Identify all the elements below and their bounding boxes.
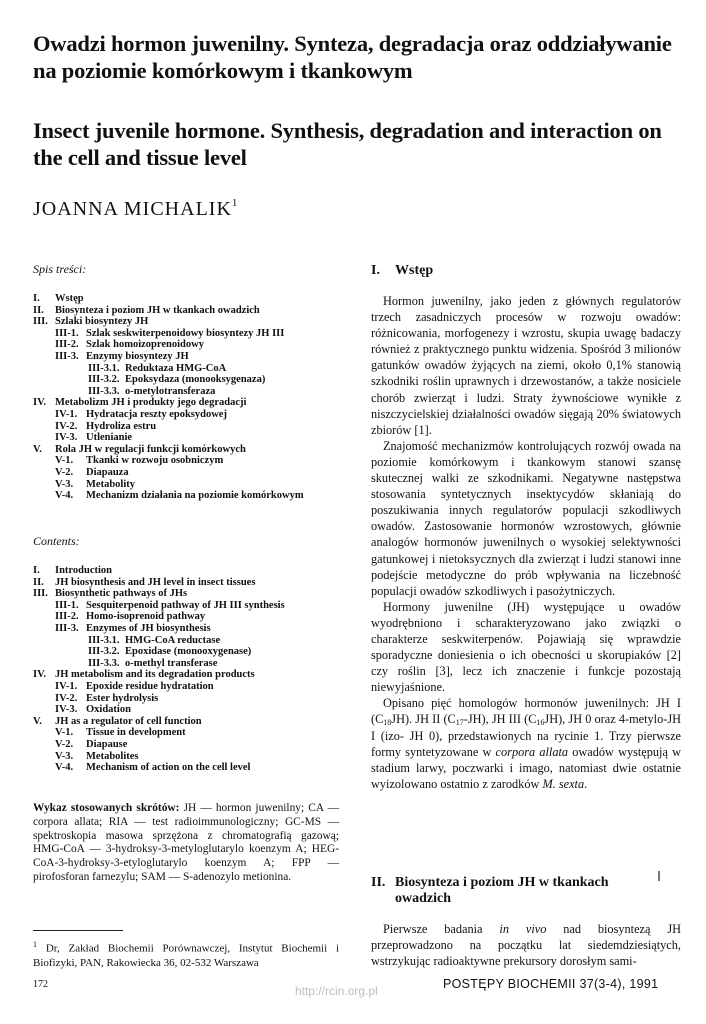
toc-item-number: III-1. (55, 599, 79, 611)
toc-item-text: Diapauza (86, 466, 129, 478)
toc-item-text: Biosynthetic pathways of JHs (55, 588, 188, 600)
toc-item-text: Metabolity (86, 478, 135, 490)
toc-item-number: IV-3. (55, 704, 78, 716)
toc-item-number: II. (33, 304, 44, 316)
toc-item-number: V-2. (55, 738, 74, 750)
toc-item (33, 432, 363, 444)
toc-item-number: I. (33, 565, 40, 576)
toc-item (33, 646, 363, 658)
toc-item (33, 623, 363, 635)
toc-item (33, 409, 363, 421)
toc-item-text: Szlaki biosyntezy JH (55, 316, 149, 328)
toc-item (33, 421, 363, 433)
toc-item-number: II. (33, 576, 44, 588)
toc-item-text: Epoxidase (monooxygenase) (125, 646, 252, 658)
toc-item (33, 693, 363, 705)
watermark: http://rcin.org.pl (295, 984, 378, 998)
toc-item-text: Reduktaza HMG-CoA (125, 362, 227, 374)
toc-item-number: V-3. (55, 478, 74, 490)
toc-item-number: III. (33, 316, 48, 328)
toc-item (33, 316, 363, 328)
toc-item (33, 467, 363, 479)
author-name: JOANNA MICHALIK (33, 198, 232, 220)
toc-item-number: IV-1. (55, 408, 78, 420)
section-number: II. (371, 875, 386, 890)
toc-item-number: III-3.3. (88, 657, 120, 669)
toc-item (33, 762, 363, 774)
toc-item-text: Wstęp (55, 293, 84, 304)
toc-item-text: Rola JH w regulacji funkcji komórkowych (55, 443, 246, 455)
paragraph: Hormony juwenilne (JH) występujące u owadów wyodrębniono i scharakteryzowano jako związki o charakterze seskwiterpenów. Pojawiają się wprawdzie sporadyczne doniesienia o ich obecności u skorupiaków [2] czy roślin [3], lecz ich znaczenie i funkcje pozostają niewyjaśnione. (371, 599, 681, 695)
toc-item-text: Mechanizm działania na poziomie komórkowym (86, 490, 304, 502)
toc-item (33, 588, 363, 600)
toc-item-number: V-1. (55, 727, 74, 739)
toc-item-text: Diapause (86, 738, 128, 750)
toc-item-text: Oxidation (86, 704, 131, 716)
toc-item-text: Biosynteza i poziom JH w tkankach owadzich (55, 304, 260, 316)
toc-item (33, 479, 363, 491)
toc-english (33, 565, 363, 774)
toc-item (33, 490, 363, 502)
toc-item (33, 305, 363, 317)
toc-item (33, 577, 363, 589)
article-title-polish: Owadzi hormon juwenilny. Synteza, degradacja oraz oddziaływanie na poziomie komórkowym i tkankowym (33, 31, 672, 83)
toc-item (33, 455, 363, 467)
footnote-mark: 1 (33, 940, 37, 949)
toc-item (33, 658, 363, 670)
toc-item-number: III-1. (55, 327, 79, 339)
author-footnote-mark: 1 (231, 197, 238, 209)
page-number: 172 (33, 979, 48, 990)
toc-item (33, 397, 363, 409)
toc-item-number: V-2. (55, 466, 74, 478)
toc-item-text: Mechanism of action on the cell level (86, 762, 251, 774)
toc-item-number: III-3.1. (88, 362, 120, 374)
section-number: I. (371, 263, 380, 278)
section-title-line1: Biosynteza i poziom JH w tkankach (395, 875, 609, 890)
footnote-text: Dr, Zakład Biochemii Porównawczej, Instytut Biochemii i Biofizyki, PAN, Rakowiecka 36, 02-532 Warszawa (33, 942, 340, 969)
toc-item (33, 669, 363, 681)
toc-item (33, 681, 363, 693)
toc-item-number: IV-3. (55, 432, 78, 444)
toc-item-text: JH as a regulator of cell function (55, 715, 202, 727)
toc-polish-heading: Spis treści: (33, 262, 87, 276)
toc-item (33, 363, 363, 375)
toc-polish (33, 293, 363, 502)
toc-item-text: Enzymes of JH biosynthesis (86, 622, 211, 634)
section-title: Wstęp (395, 263, 434, 278)
toc-item-text: Enzymy biosyntezy JH (86, 350, 189, 362)
toc-item-number: III-2. (55, 339, 79, 351)
toc-item-number: V. (33, 443, 42, 455)
paragraph: Opisano pięć homologów hormonów juwenilnych: JH I $(C_{18}JH)$. JH II $(C_{17}-JH)$, JH III $(C_{16}JH)$, JH 0 oraz 4-metylo-JH I (izo- JH 0), przedstawionych na rycinie 1. Trzy pierwsze formy syntetyzowane w corpora allata owadów występują w stadium larwy, poczwarki i imago, natomiast dwie ostatnie wyizolowano ostatnio z zarodków M. sexta. (371, 696, 682, 791)
toc-item (33, 635, 363, 647)
toc-item-number: III-3. (55, 622, 79, 634)
toc-item-text: Metabolizm JH i produkty jego degradacji (55, 397, 247, 409)
journal-footer: POSTĘPY BIOCHEMII 37(3-4), 1991 (443, 977, 659, 991)
toc-item-text: Homo-isoprenoid pathway (86, 611, 206, 623)
article-title-english: Insect juvenile hormone. Synthesis, degradation and interaction on the cell and tissue level (33, 118, 662, 170)
toc-item-number: IV. (33, 669, 46, 681)
toc-item-number: III-3.1. (88, 634, 120, 646)
toc-item-number: IV-2. (55, 692, 78, 704)
toc-item (33, 328, 363, 340)
toc-item-text: Sesquiterpenoid pathway of JH III synthesis (86, 599, 285, 611)
abbreviations (33, 802, 339, 885)
toc-item-number: III-3.2. (88, 374, 120, 386)
toc-item (33, 716, 363, 728)
toc-item (33, 339, 363, 351)
toc-item-number: V-3. (55, 750, 74, 762)
toc-item-number: I. (33, 293, 40, 304)
toc-item (33, 374, 363, 386)
toc-item-text: Szlak seskwiterpenoidowy biosyntezy JH III (86, 327, 285, 339)
toc-item (33, 751, 363, 763)
abbreviations-text: JH — hormon juwenilny; CA — corpora allata; RIA — test radioimmunologiczny; GC-MS — spektroskopia masowa sprzężona z chromatografią gazową; HMG-CoA — 3-hydroksy-3-metyloglutarylo koenzym A; HEG-CoA-3-hydroksy-3-etyloglutarylo koenzym A; FPP — pirofosforan farnezylu; SAM — S-adenozylo metionina. (33, 802, 339, 883)
toc-item-number: III-3. (55, 350, 79, 362)
toc-item-number: V. (33, 715, 42, 727)
toc-item-text: Epoksydaza (monooksygenaza) (125, 374, 266, 386)
toc-item-text: o-metylotransferaza (125, 385, 216, 397)
toc-item (33, 704, 363, 716)
toc-item-number: IV-2. (55, 420, 78, 432)
toc-item-text: JH metabolism and its degradation products (55, 669, 255, 681)
toc-item-text: Introduction (55, 565, 112, 576)
section-heading-introduction (371, 263, 681, 279)
toc-item-text: Hydroliza estru (86, 420, 157, 432)
toc-item-number: IV. (33, 397, 46, 409)
toc-item-number: III. (33, 588, 48, 600)
paragraph: Pierwsze badania in vivo nad biosyntezą JH przeprowadzono na początku lat siedemdziesiątych, wstrzykując radioaktywne prekursory dorosłym sami- (371, 922, 682, 969)
toc-item-text: Tkanki w rozwoju osobniczym (86, 455, 224, 467)
toc-item (33, 386, 363, 398)
toc-item-text: HMG-CoA reductase (125, 634, 221, 646)
toc-item (33, 444, 363, 456)
section-introduction-body (371, 293, 681, 792)
toc-item (33, 293, 363, 305)
toc-english-heading: Contents: (33, 534, 80, 548)
toc-item-text: JH biosynthesis and JH level in insect tissues (55, 576, 256, 588)
toc-item-text: Epoxide residue hydratation (86, 680, 214, 692)
toc-item-text: Metabolites (86, 750, 139, 762)
paragraph: Znajomość mechanizmów kontrolujących rozwój owada na poziomie komórkowym i tkankowym stanowi szansę skutecznej walki ze szkodnikami. Negatywne następstwa stosowania syntetycznych insektycydów skłaniają do poszukiwania innych regulatorów populacji szkodliwych owadów. Zastosowanie hormonów wzrostowych, głównie analogów hormonów juwenilnych o wysokiej selektywności gatunkowej i nietoksycznych dla zwierząt i ludzi stanowi inne podejście metodyczne do prób wpływania na liczebność populacji owadów szkodliwych i pasożytniczych. (371, 438, 681, 598)
toc-item-text: o-methyl transferase (125, 657, 218, 669)
toc-item-text: Ester hydrolysis (86, 692, 159, 704)
toc-item (33, 739, 363, 751)
toc-item-number: III-3.2. (88, 646, 120, 658)
footnote (33, 938, 339, 970)
toc-item (33, 600, 363, 612)
section-title-line2: owadzich (395, 891, 451, 906)
footnote-divider (33, 930, 123, 931)
toc-item-number: V-1. (55, 455, 74, 467)
toc-item (33, 565, 363, 577)
toc-item-text: Tissue in development (86, 727, 186, 739)
toc-item (33, 727, 363, 739)
toc-item-text: Szlak homoizoprenoidowy (86, 339, 204, 351)
toc-item-number: IV-1. (55, 680, 78, 692)
author (33, 197, 237, 221)
paragraph: Hormon juwenilny, jako jeden z głównych regulatorów trzech zasadniczych procesów w rozwoju owadów: różnicowania, morfogenezy i wzrostu, skupia uwagę badaczy również z praktycznego punktu widzenia. Spośród 3 milionów gatunków owadów żyjących na ziemi, około 0,1% stanowią szkodniki roślin uprawnych i drzewostanów, a także nosiciele chorób zwierząt i ludzi. Straty żywnościowe wynikłe z niszczycielskiej działalności owadów sięgają 20% światowych zbiorów [1]. (371, 294, 681, 437)
section-heading-biosynthesis (371, 875, 681, 907)
toc-item-number: III-2. (55, 611, 79, 623)
toc-item (33, 351, 363, 363)
toc-item-number: V-4. (55, 762, 74, 774)
section-biosynthesis-body (371, 921, 681, 969)
toc-item-text: Hydratacja reszty epoksydowej (86, 408, 227, 420)
toc-item-number: III-3.3. (88, 385, 120, 397)
toc-item-text: Utlenianie (86, 432, 133, 444)
toc-item-number: V-4. (55, 490, 74, 502)
abbreviations-label: Wykaz stosowanych skrótów: (33, 802, 180, 814)
toc-item (33, 611, 363, 623)
